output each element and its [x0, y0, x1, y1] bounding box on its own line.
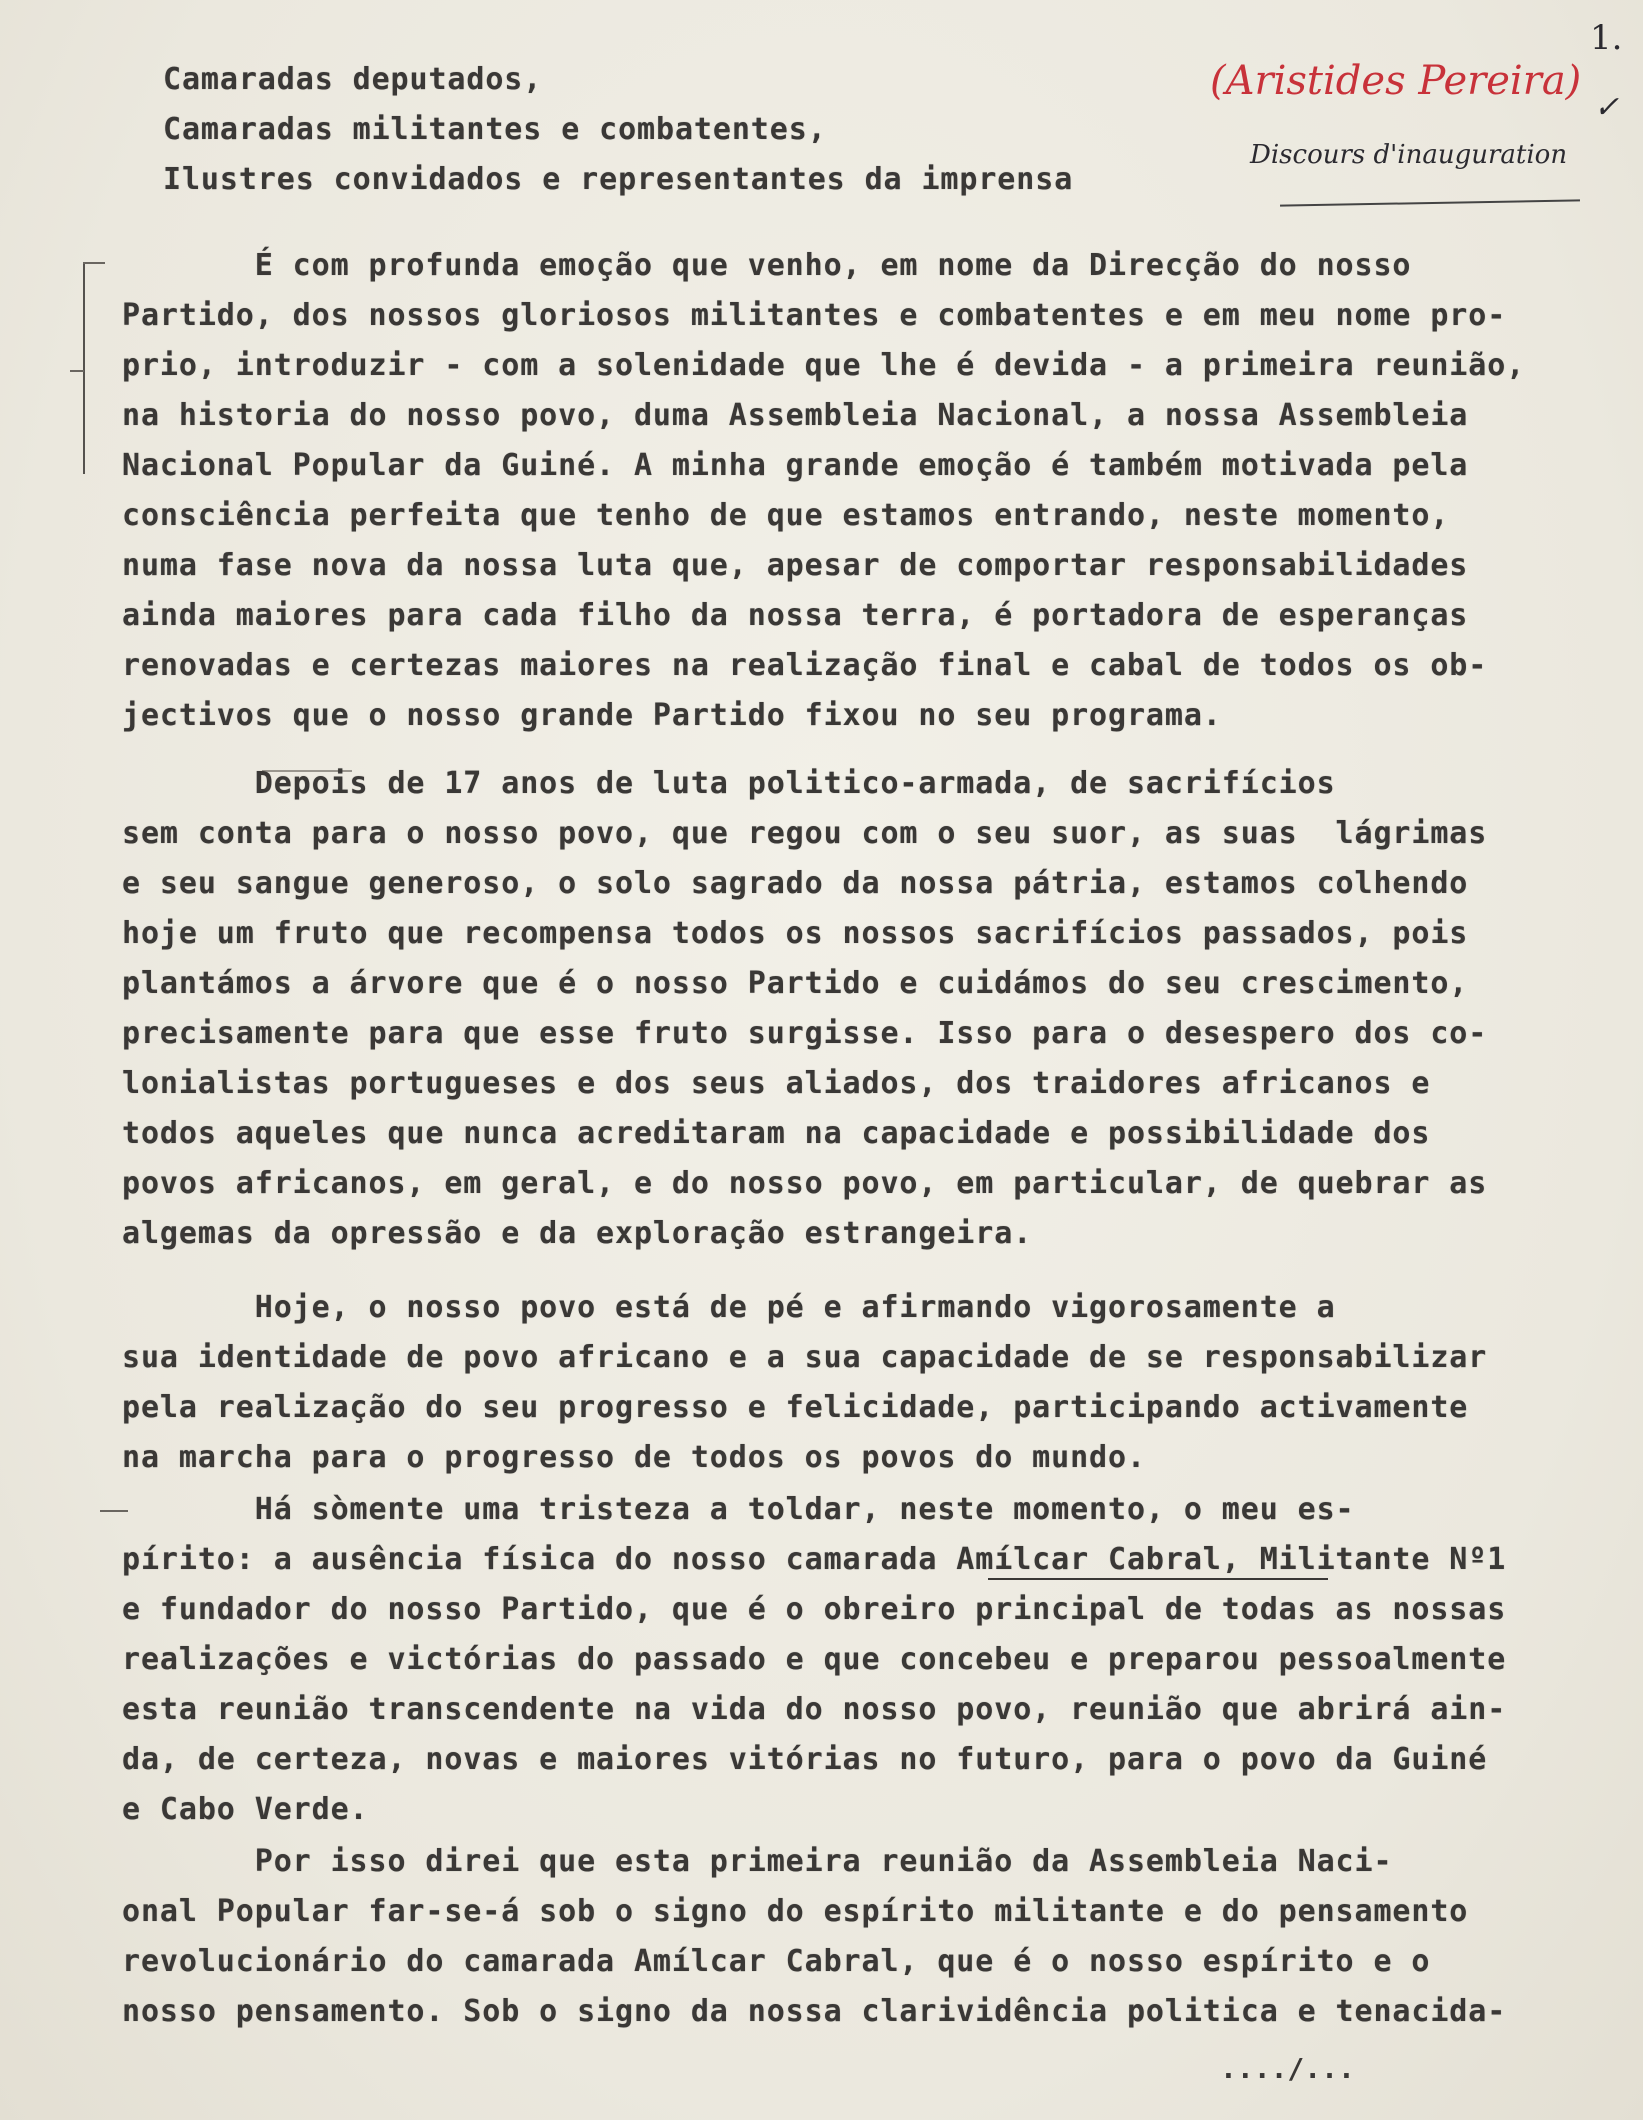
text-line: na historia do nosso povo, duma Assembleia Nacional, a nossa Assembleia — [122, 398, 1469, 433]
text-line: prio, introduzir - com a solenidade que lhe é devida - a primeira reunião, — [122, 348, 1526, 383]
margin-bracket — [83, 262, 85, 474]
text-line: precisamente para que esse fruto surgisse. Isso para o desespero dos co- — [122, 1016, 1488, 1051]
text-line: na marcha para o progresso de todos os povos do mundo. — [122, 1440, 1146, 1475]
text-line: sem conta para o nosso povo, que regou com o seu suor, as suas lágrimas — [122, 816, 1488, 851]
text-line: revolucionário do camarada Amílcar Cabral, que é o nosso espírito e o — [122, 1944, 1431, 1979]
text-line: nosso pensamento. Sob o signo da nossa clarividência politica e tenacida- — [122, 1994, 1507, 2029]
text-line: pírito: a ausência física do nosso camarada Amílcar Cabral, Militante Nº1 — [122, 1542, 1507, 1577]
handwritten-note: Discours d'inauguration — [1250, 140, 1568, 170]
text-line: plantámos a árvore que é o nosso Partido e cuidámos do seu crescimento, — [122, 966, 1469, 1001]
text-line: ainda maiores para cada filho da nossa terra, é portadora de esperanças — [122, 598, 1469, 633]
text-line: e Cabo Verde. — [122, 1792, 369, 1827]
text-line: e fundador do nosso Partido, que é o obreiro principal de todas as nossas — [122, 1592, 1507, 1627]
text-line: Nacional Popular da Guiné. A minha grande emoção é também motivada pela — [122, 448, 1469, 483]
salutation-line: Ilustres convidados e representantes da imprensa — [163, 162, 1074, 197]
margin-tick — [70, 370, 84, 372]
text-line: lonialistas portugueses e dos seus aliados, dos traidores africanos e — [122, 1066, 1431, 1101]
margin-bracket-tick — [83, 262, 105, 264]
text-line: povos africanos, em geral, e do nosso povo, em particular, de quebrar as — [122, 1166, 1488, 1201]
salutation-line: Camaradas militantes e combatentes, — [163, 112, 827, 147]
text-line: hoje um fruto que recompensa todos os nossos sacrifícios passados, pois — [122, 916, 1469, 951]
text-line: onal Popular far-se-á sob o signo do espírito militante e do pensamento — [122, 1894, 1469, 1929]
continuation-marker: ..../... — [1220, 2052, 1355, 2085]
text-line: numa fase nova da nossa luta que, apesar de comportar responsabilidades — [122, 548, 1469, 583]
text-line: sua identidade de povo africano e a sua capacidade de se responsabilizar — [122, 1340, 1488, 1375]
text-line: algemas da opressão e da exploração estrangeira. — [122, 1216, 1033, 1251]
text-line: Hoje, o nosso povo está de pé e afirmando vigorosamente a — [122, 1290, 1336, 1325]
author-annotation: (Aristides Pereira) — [1210, 58, 1582, 104]
text-line: da, de certeza, novas e maiores vitórias no futuro, para o povo da Guiné — [122, 1742, 1488, 1777]
text-line: pela realização do seu progresso e felicidade, participando activamente — [122, 1390, 1469, 1425]
text-line: Por isso direi que esta primeira reunião da Assembleia Naci- — [122, 1844, 1393, 1879]
name-underline — [988, 1578, 1328, 1580]
salutation-line: Camaradas deputados, — [163, 62, 543, 97]
text-line: renovadas e certezas maiores na realização final e cabal de todos os ob- — [122, 648, 1488, 683]
text-line: Depois de 17 anos de luta politico-armada, de sacrifícios — [122, 766, 1336, 801]
text-line: todos aqueles que nunca acreditaram na capacidade e possibilidade dos — [122, 1116, 1431, 1151]
page-number: 1. — [1590, 18, 1623, 58]
note-underline — [1280, 199, 1580, 206]
text-line: esta reunião transcendente na vida do nosso povo, reunião que abrirá ain- — [122, 1692, 1507, 1727]
text-line: É com profunda emoção que venho, em nome da Direcção do nosso — [122, 248, 1412, 283]
text-line: e seu sangue generoso, o solo sagrado da nossa pátria, estamos colhendo — [122, 866, 1469, 901]
text-line: Há sòmente uma tristeza a toldar, neste momento, o meu es- — [122, 1492, 1355, 1527]
text-line: realizações e victórias do passado e que concebeu e preparou pessoalmente — [122, 1642, 1507, 1677]
checkmark-icon: ✓ — [1594, 90, 1620, 125]
text-line: Partido, dos nossos gloriosos militantes e combatentes e em meu nome pro- — [122, 298, 1507, 333]
text-line: jectivos que o nosso grande Partido fixou no seu programa. — [122, 698, 1222, 733]
text-line: consciência perfeita que tenho de que estamos entrando, neste momento, — [122, 498, 1450, 533]
